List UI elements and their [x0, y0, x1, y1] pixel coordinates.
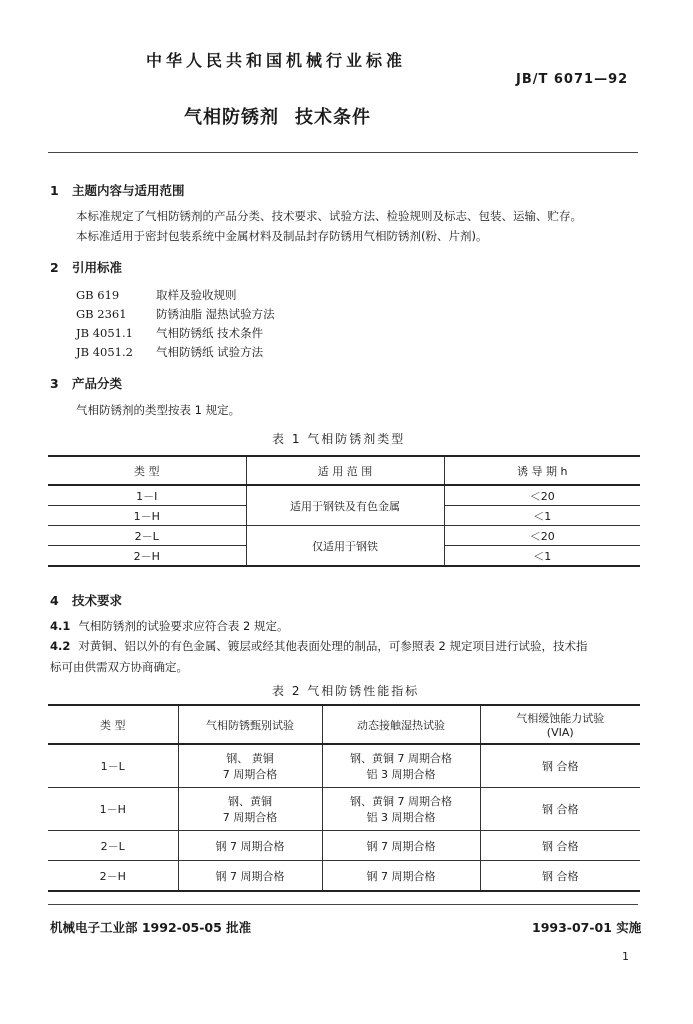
standard-code: JB/T 6071—92 [516, 72, 629, 87]
cell-range: 适用于钢铁及有色金属 [246, 485, 444, 526]
reference-title: 取样及验收规则 [156, 288, 237, 302]
section-2-heading [50, 258, 122, 276]
cell-type: 2－L [48, 831, 178, 861]
column-header-period: 诱 导 期 h [444, 456, 640, 485]
cell-via: 钢 合格 [480, 831, 640, 861]
cell-via: 钢 合格 [480, 744, 640, 788]
table-row [48, 831, 640, 861]
cell-period: ＜1 [444, 506, 640, 526]
reference-code: GB 619 [76, 288, 120, 302]
table-header-row [48, 705, 640, 744]
section-title: 引用标准 [72, 260, 123, 275]
table-2 [48, 704, 640, 892]
via-header-label: 气相缓蚀能力试验 [516, 712, 605, 725]
section-number: 1 [50, 183, 59, 198]
table-1 [48, 455, 640, 567]
column-header-type: 类 型 [48, 456, 246, 485]
section-3-paragraph: 气相防锈剂的类型按表 1 规定。 [76, 403, 241, 417]
clause-4-1 [50, 618, 289, 634]
section-number: 2 [50, 260, 59, 275]
column-header-via-test [480, 705, 640, 744]
cell-line: 7 周期合格 [222, 811, 278, 824]
section-3-heading [50, 374, 122, 392]
reference-code: JB 4051.1 [76, 326, 133, 340]
cell-period: ＜20 [444, 485, 640, 506]
document-title [184, 103, 387, 129]
section-1-heading [50, 181, 185, 199]
clause-4-2-continuation: 标可由供需双方协商确定。 [50, 660, 188, 674]
cell-line: 铝 3 周期合格 [366, 768, 436, 781]
reference-title: 防锈油脂 湿热试验方法 [156, 307, 275, 321]
clause-number: 4.2 [50, 639, 71, 653]
cell-via: 钢 合格 [480, 788, 640, 831]
table-row [48, 526, 640, 546]
section-title: 技术要求 [72, 593, 123, 608]
column-header-range: 适 用 范 围 [246, 456, 444, 485]
cell-line: 钢、黄铜 7 周期合格 [350, 795, 452, 808]
cell-line: 铝 3 周期合格 [366, 811, 436, 824]
section-1-paragraph-1: 本标准规定了气相防锈剂的产品分类、技术要求、试验方法、检验规则及标志、包装、运输、贮存。 [76, 209, 582, 223]
reference-item [76, 325, 263, 341]
section-number: 3 [50, 376, 59, 391]
table-header-row [48, 456, 640, 485]
reference-title: 气相防锈纸 试验方法 [156, 345, 264, 359]
cell-screening [178, 744, 322, 788]
table-row [48, 788, 640, 831]
table-row [48, 744, 640, 788]
section-4-heading [50, 591, 122, 609]
section-1-paragraph-2: 本标准适用于密封包装系统中金属材料及制品封存防锈用气相防锈剂(粉、片剂)。 [76, 229, 488, 243]
section-title: 主题内容与适用范围 [72, 183, 185, 198]
cell-type: 2－L [48, 526, 246, 546]
footer-divider [48, 904, 638, 905]
cell-humidity [322, 788, 480, 831]
clause-text: 对黄铜、铝以外的有色金属、镀层或经其他表面处理的制品，可参照表 2 规定项目进行试验，技术指 [78, 639, 588, 653]
title-part-b: 技术条件 [295, 107, 371, 128]
table-row [48, 485, 640, 506]
effective-date: 1993-07-01 实施 [532, 920, 642, 935]
clause-text: 气相防锈剂的试验要求应符合表 2 规定。 [78, 619, 289, 633]
cell-via: 钢 合格 [480, 861, 640, 892]
cell-range: 仅适用于钢铁 [246, 526, 444, 567]
cell-humidity [322, 744, 480, 788]
cell-screening: 钢 7 周期合格 [178, 861, 322, 892]
cell-period: ＜20 [444, 526, 640, 546]
cell-screening [178, 788, 322, 831]
reference-item [76, 344, 263, 360]
cell-line: 7 周期合格 [222, 768, 278, 781]
cell-line: 钢、黄铜 7 周期合格 [350, 752, 452, 765]
cell-type: 2－H [48, 546, 246, 567]
cell-period: ＜1 [444, 546, 640, 567]
cell-screening: 钢 7 周期合格 [178, 831, 322, 861]
column-header-screening-test: 气相防锈甄别试验 [178, 705, 322, 744]
standard-org-title: 中华人民共和国机械行业标准 [146, 51, 407, 70]
via-header-sub: (VIA) [546, 726, 574, 739]
section-number: 4 [50, 593, 59, 608]
table-row [48, 861, 640, 892]
page-number: 1 [622, 950, 629, 963]
cell-humidity: 钢 7 周期合格 [322, 861, 480, 892]
reference-code: GB 2361 [76, 307, 127, 321]
reference-code: JB 4051.2 [76, 345, 133, 359]
clause-4-2 [50, 638, 588, 654]
reference-title: 气相防锈纸 技术条件 [156, 326, 264, 340]
column-header-type: 类 型 [48, 705, 178, 744]
table-1-caption: 表 1 气相防锈剂类型 [272, 432, 406, 446]
cell-line: 钢、 黄铜 [226, 752, 274, 765]
cell-humidity: 钢 7 周期合格 [322, 831, 480, 861]
cell-line: 钢、黄铜 [228, 795, 272, 808]
cell-type: 1－L [48, 744, 178, 788]
cell-type: 2－H [48, 861, 178, 892]
section-title: 产品分类 [72, 376, 123, 391]
table-2-caption: 表 2 气相防锈性能指标 [272, 684, 420, 698]
column-header-humidity-test: 动态接触湿热试验 [322, 705, 480, 744]
title-part-a: 气相防锈剂 [184, 107, 279, 128]
header-divider [48, 152, 638, 153]
reference-item [76, 306, 275, 322]
cell-type: 1－I [48, 485, 246, 506]
cell-type: 1－H [48, 788, 178, 831]
cell-type: 1－H [48, 506, 246, 526]
approval-date: 机械电子工业部 1992-05-05 批准 [50, 920, 252, 935]
clause-number: 4.1 [50, 619, 71, 633]
reference-item [76, 287, 237, 303]
